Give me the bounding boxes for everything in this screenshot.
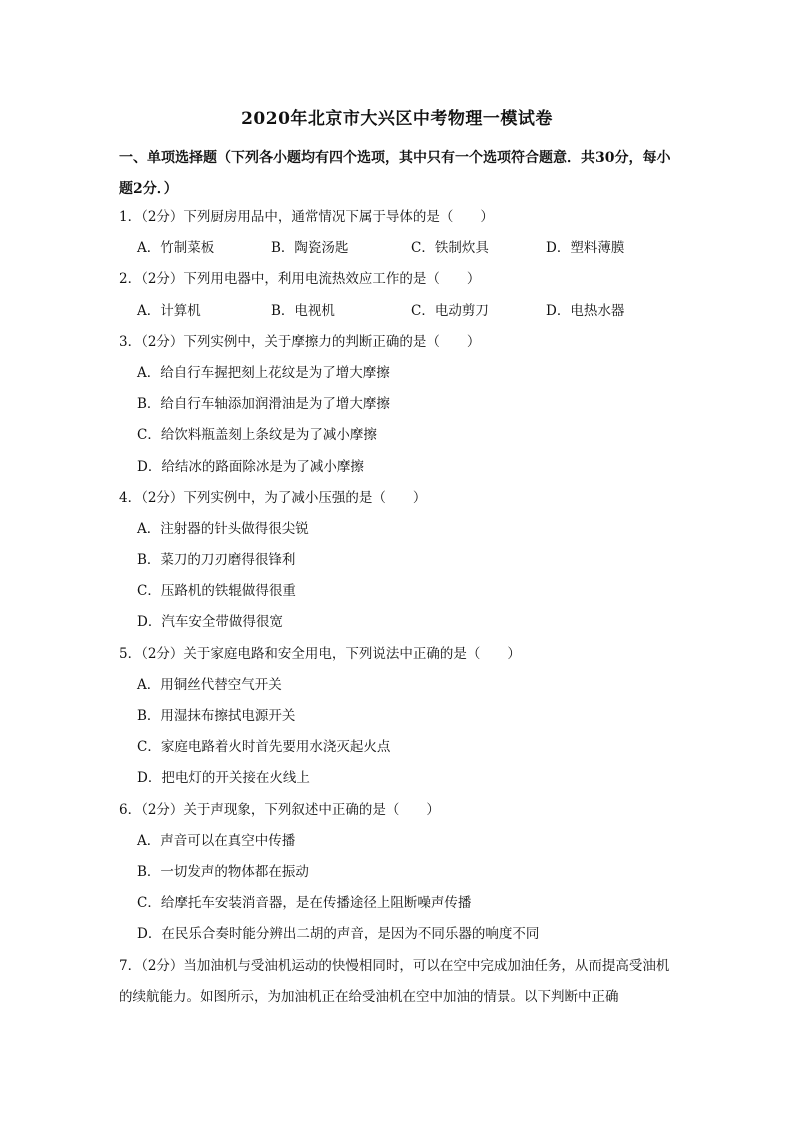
question-4-stem: 4．（2分）下列实例中，为了减小压强的是（ ） — [119, 489, 427, 506]
question-6-stem: 6．（2分）关于声现象，下列叙述中正确的是（ ） — [119, 801, 440, 818]
question-2-stem: 2．（2分）下列用电器中，利用电流热效应工作的是（ ） — [119, 271, 481, 288]
question-5-stem: 5．（2分）关于家庭电路和安全用电，下列说法中正确的是（ ） — [119, 645, 521, 662]
question-6-option-a: A．声音可以在真空中传播 — [137, 832, 296, 849]
question-4-option-c: C．压路机的铁辊做得很重 — [137, 583, 296, 600]
question-5-option-a: A．用铜丝代替空气开关 — [137, 676, 282, 693]
question-3-stem: 3．（2分）下列实例中，关于摩擦力的判断正确的是（ ） — [119, 333, 481, 350]
question-2-option-b: B．电视机 — [271, 302, 335, 319]
question-1-stem: 1．（2分）下列厨房用品中，通常情况下属于导体的是（ ） — [119, 209, 494, 225]
question-3-option-c: C．给饮料瓶盖刻上条纹是为了减小摩擦 — [137, 427, 377, 444]
question-3-option-d: D．给结冰的路面除冰是为了减小摩擦 — [137, 458, 364, 475]
question-4-option-b: B．菜刀的刀刃磨得很锋利 — [137, 552, 296, 569]
question-6-option-d: D．在民乐合奏时能分辨出二胡的声音，是因为不同乐器的响度不同 — [137, 926, 540, 943]
question-2-option-a: A．计算机 — [137, 302, 201, 319]
question-6-option-c: C．给摩托车安装消音器，是在传播途径上阻断噪声传播 — [137, 895, 472, 912]
question-7-stem: 7．（2分）当加油机与受油机运动的快慢相同时，可以在空中完成加油任务，从而提高受油机的续航能力。如图所示，为加油机正在给受油机在空中加油的情景。以下判断中正确 — [119, 957, 670, 1005]
question-2-options — [119, 296, 679, 327]
question-6-option-b: B．一切发声的物体都在振动 — [137, 863, 309, 880]
question-1-option-a: A．竹制菜板 — [137, 240, 215, 257]
question-5-option-c: C．家庭电路着火时首先要用水浇灭起火点 — [137, 739, 391, 756]
question-3-option-b: B．给自行车轴添加润滑油是为了增大摩擦 — [137, 396, 390, 413]
question-1-option-d: D．塑料薄膜 — [546, 240, 625, 257]
section-heading: 一、单项选择题（下列各小题均有四个选项，其中只有一个选项符合题意．共30分，每小题2分．） — [119, 150, 671, 197]
question-4-option-d: D．汽车安全带做得很宽 — [137, 614, 283, 631]
question-2-option-d: D．电热水器 — [546, 302, 625, 319]
question-list — [119, 202, 679, 1013]
question-5-option-d: D．把电灯的开关接在火线上 — [137, 770, 310, 787]
question-2-option-c: C．电动剪刀 — [411, 302, 489, 319]
question-5-option-b: B．用湿抹布擦拭电源开关 — [137, 708, 296, 724]
question-4-option-a: A．注射器的针头做得很尖锐 — [137, 520, 309, 537]
question-3-option-a: A．给自行车握把刻上花纹是为了增大摩擦 — [137, 364, 390, 381]
page-title: 2020年北京市大兴区中考物理一模试卷 — [241, 109, 553, 129]
question-1-option-c: C．铁制炊具 — [411, 240, 489, 257]
question-1-options — [119, 233, 679, 264]
question-1-option-b: B．陶瓷汤匙 — [271, 240, 349, 257]
